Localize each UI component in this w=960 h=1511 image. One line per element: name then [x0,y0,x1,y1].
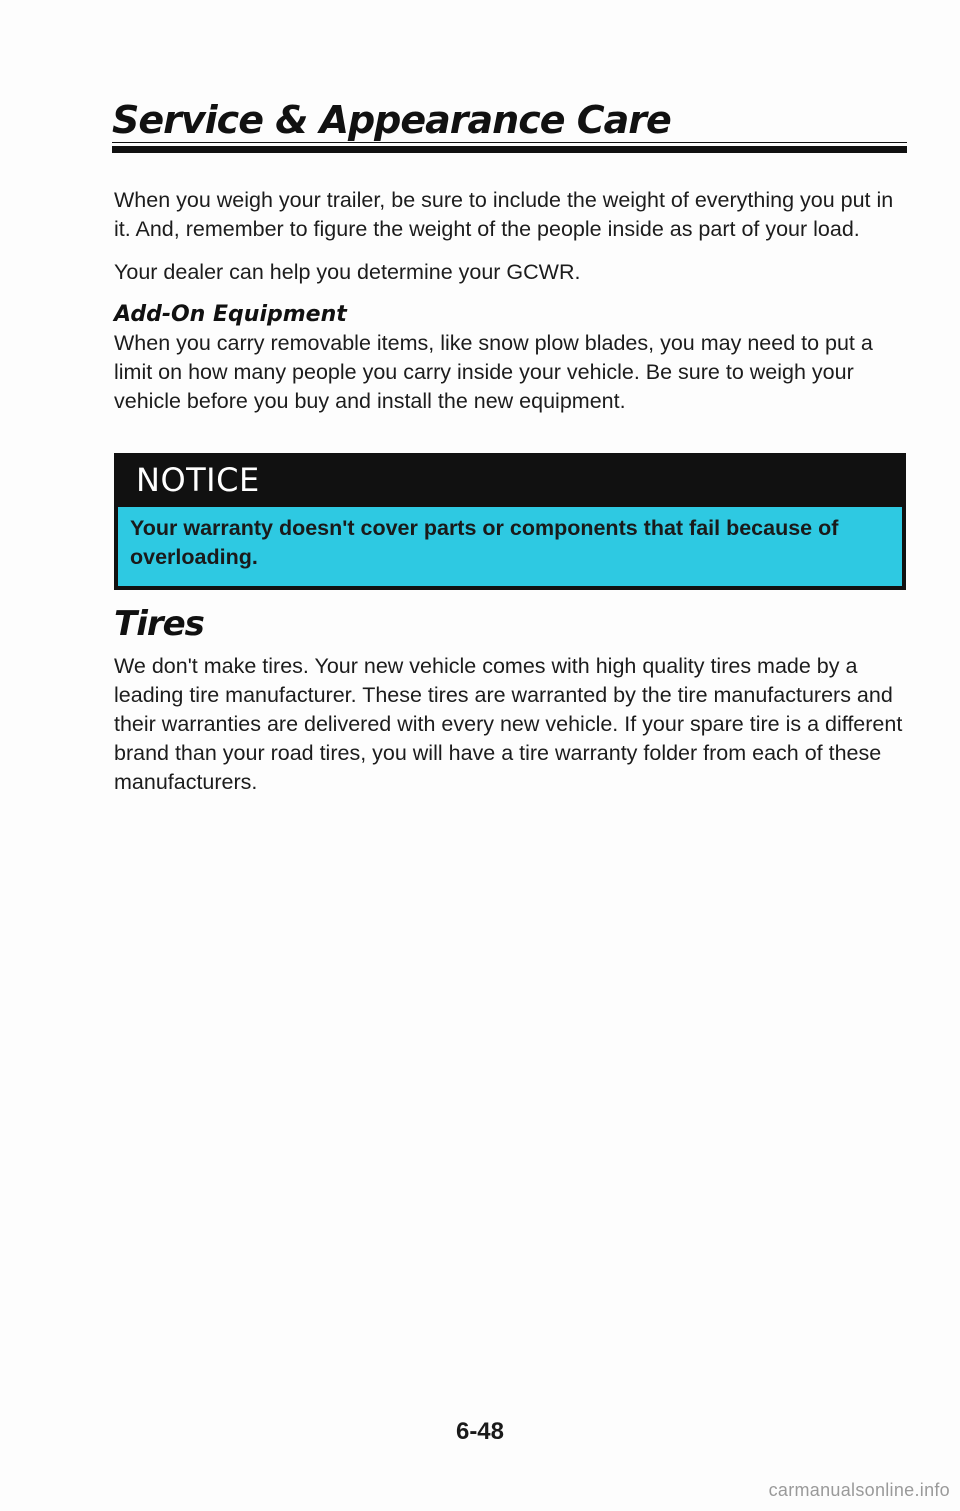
notice-box [114,453,906,590]
tires-heading: Tires [114,604,204,644]
notice-text: Your warranty doesn't cover parts or components that fail because of overloading. [118,507,902,586]
section-title: Service & Appearance Care [112,98,671,142]
tires-paragraph: We don't make tires. Your new vehicle comes with high quality tires made by a leading tire manufacturer. These tires are warranted by the tire manufacturers and their warranties are delivered with every new vehicle. If your spare tire is a different brand than your road tires, you will have a tire warranty folder from each of these manufacturers. [114,654,903,794]
gcwr-paragraph: Your dealer can help you determine your GCWR. [114,260,581,284]
page-header [112,96,907,144]
add-on-equipment-heading: Add-On Equipment [114,302,347,327]
main-content [114,186,906,416]
header-rule [112,142,907,153]
trailer-weight-paragraph: When you weigh your trailer, be sure to include the weight of everything you put in it. And, remember to figure the weight of the people inside as part of your load. [114,188,894,241]
tires-section [114,602,906,797]
page-number: 6-48 [455,1418,505,1445]
notice-label: NOTICE [136,461,260,499]
add-on-equipment-paragraph: When you carry removable items, like snow plow blades, you may need to put a limit on how many people you carry inside your vehicle. Be sure to weigh your vehicle before you buy and install the new equipment. [114,331,873,413]
watermark: carmanualsonline.info [768,1480,950,1500]
